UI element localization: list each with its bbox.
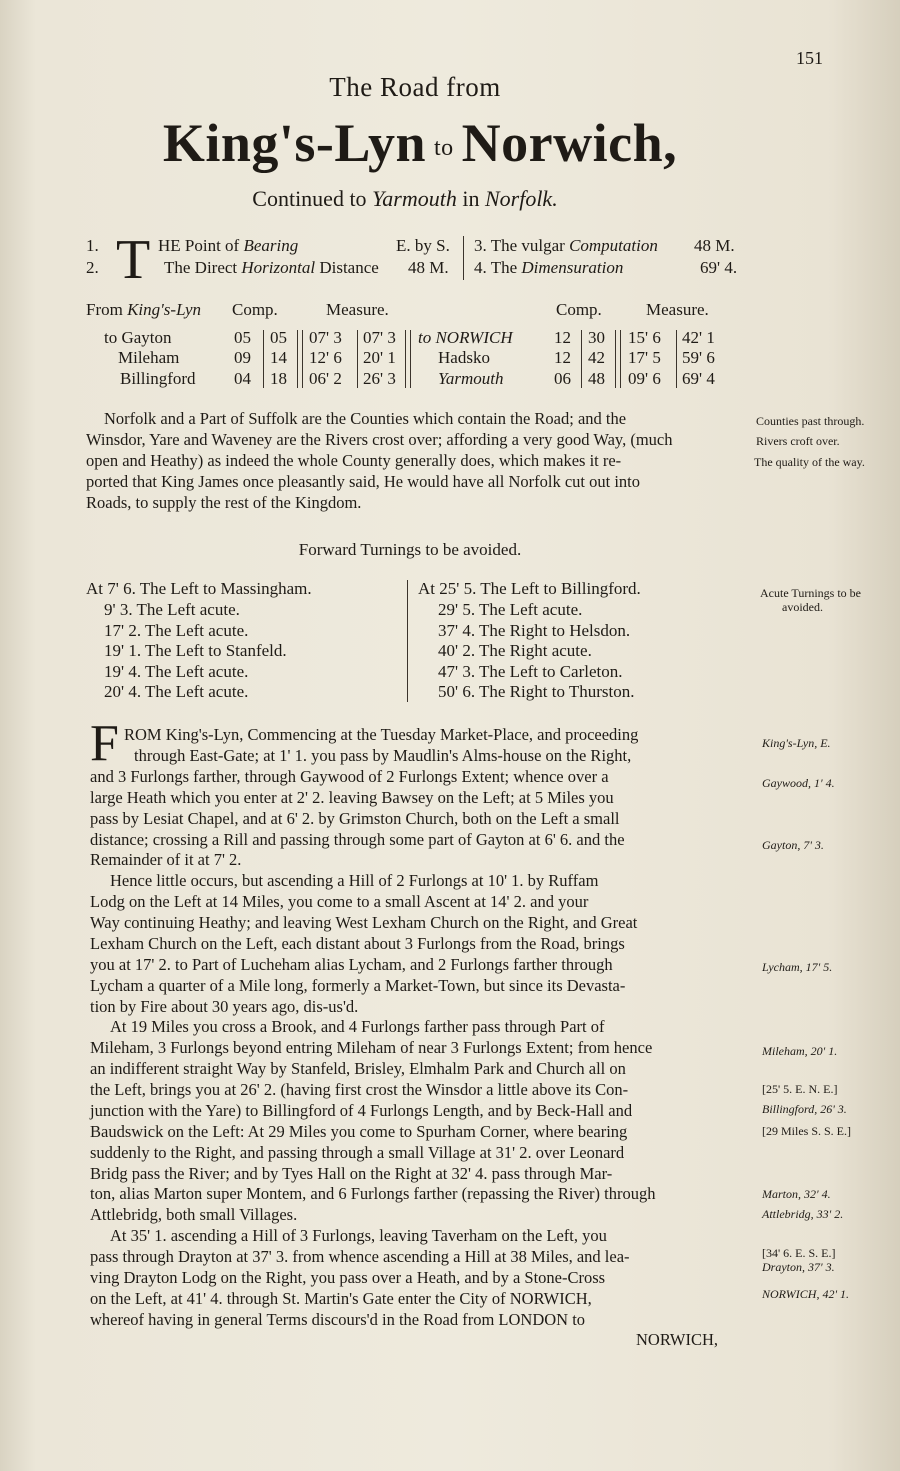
table-cell: 59' 6: [682, 348, 715, 367]
body-line: large Heath which you enter at 2' 2. leaving Bawsey on the Left; at 5 Miles you: [90, 788, 614, 807]
body-line: ROM King's-Lyn, Commencing at the Tuesday Market-Place, and proceeding: [124, 725, 639, 744]
table-cell: 69' 4: [682, 369, 715, 388]
body-line: Way continuing Heathy; and leaving West Lexham Church on the Right, and Great: [90, 913, 638, 932]
body-line: tion by Fire about 30 years ago, dis-us'd.: [90, 997, 359, 1016]
margin-note: Lycham, 17' 5.: [762, 960, 833, 974]
body-line: Lodg on the Left at 14 Miles, you come to a small Ascent at 14' 2. and your: [90, 892, 589, 911]
bearing-dimensuration: 4. The Dimensuration: [474, 258, 624, 277]
heading-continued: Continued to: [252, 186, 367, 211]
table-divider: [581, 330, 582, 388]
table-cell: 18: [270, 369, 287, 388]
margin-note: [34' 6. E. S. E.]: [762, 1246, 836, 1260]
body-line: Attlebridg, both small Villages.: [90, 1205, 298, 1224]
drop-cap-f: F: [90, 715, 119, 772]
turning-item: 37' 4. The Right to Helsdon.: [438, 621, 631, 640]
table-comp-header-right: Comp.: [556, 300, 602, 319]
heading-in: in: [462, 186, 480, 211]
heading-line-1: The Road from: [329, 72, 501, 102]
body-line: pass by Lesiat Chapel, and at 6' 2. by Grimston Church, both on the Left a small: [90, 809, 620, 828]
margin-note: NORWICH, 42' 1.: [762, 1287, 850, 1301]
heading-norfolk: Norfolk.: [484, 186, 558, 211]
table-measure-header-left: Measure.: [326, 300, 389, 319]
body-line: through East-Gate; at 1' 1. you pass by Maudlin's Alms-house on the Right,: [134, 746, 632, 765]
table-cell: 17' 5: [628, 348, 661, 367]
heading-to: to: [433, 135, 454, 162]
body-line: Lexham Church on the Left, each distant about 3 Furlongs from the Road, brings: [90, 934, 625, 953]
turnings-divider: [407, 580, 408, 702]
table-row-place: to Gayton: [104, 328, 172, 347]
turning-item: 50' 6. The Right to Thurston.: [438, 682, 635, 701]
bearing-point-value: E. by S.: [396, 236, 450, 255]
body-line: At 35' 1. ascending a Hill of 3 Furlongs, leaving Taverham on the Left, you: [110, 1226, 607, 1245]
heading-from: King's-Lyn: [162, 113, 426, 173]
body-line: Bridg pass the River; and by Tyes Hall on the Right at 32' 4. pass through Mar-: [90, 1164, 613, 1183]
margin-note: Gaywood, 1' 4.: [762, 776, 835, 790]
intro-line: open and Heathy) as indeed the whole County generally does, which makes it re-: [86, 451, 622, 470]
intro-line: Norfolk and a Part of Suffolk are the Counties which contain the Road; and the: [104, 409, 627, 428]
intro-line: Roads, to supply the rest of the Kingdom.: [86, 493, 362, 512]
turning-item: 17' 2. The Left acute.: [104, 621, 249, 640]
table-cell: 07' 3: [309, 328, 342, 347]
table-cell: 06' 2: [309, 369, 342, 388]
body-line: an indifferent straight Way by Stanfeld, Brisley, Elmhalm Park and Church all on: [90, 1059, 626, 1078]
turning-item: 9' 3. The Left acute.: [104, 600, 240, 619]
margin-note: The quality of the way.: [754, 455, 865, 469]
body-line: Hence little occurs, but ascending a Hill of 2 Furlongs at 10' 1. by Ruffam: [110, 871, 599, 890]
body-line: the Left, brings you at 26' 2. (having first crost the Winsdor a little above its Con-: [90, 1080, 629, 1099]
body-line: pass through Drayton at 37' 3. from whence ascending a Hill at 38 Miles, and lea-: [90, 1247, 630, 1266]
body-line: suddenly to the Right, and passing through a small Village at 31' 2. over Leonard: [90, 1143, 625, 1162]
body-line: Lycham a quarter of a Mile long, formerly a Market-Town, but since its Devasta-: [90, 976, 626, 995]
body-line: NORWICH,: [636, 1330, 719, 1349]
table-divider: [676, 330, 677, 388]
table-cell: 09: [234, 348, 251, 367]
table-cell: 06: [554, 369, 571, 388]
page-number: 151: [796, 48, 823, 68]
table-cell: 12: [554, 348, 571, 367]
body-line: Mileham, 3 Furlongs beyond entring Mileham of near 3 Furlongs Extent; from hence: [90, 1038, 653, 1057]
bearing-distance-value: 48 M.: [408, 258, 449, 277]
table-cell: 14: [270, 348, 287, 367]
turning-item: 20' 4. The Left acute.: [104, 682, 249, 701]
bearing-computation: 3. The vulgar Computation: [474, 236, 658, 255]
margin-note: King's-Lyn, E.: [762, 736, 831, 750]
heading-dest: Norwich,: [461, 113, 678, 173]
margin-note: Mileham, 20' 1.: [762, 1044, 838, 1058]
margin-note: Rivers croft over.: [756, 434, 840, 448]
heading-yarmouth: Yarmouth: [372, 186, 457, 211]
margin-note: Attlebridg, 33' 2.: [762, 1207, 844, 1221]
turning-item: 40' 2. The Right acute.: [438, 641, 592, 660]
table-row-place: Hadsko: [438, 348, 490, 367]
table-cell: 12' 6: [309, 348, 342, 367]
table-cell: 05: [270, 328, 287, 347]
table-divider: [615, 330, 621, 388]
table-cell: 30: [588, 328, 605, 347]
margin-note: Acute Turnings to be: [760, 586, 862, 600]
turnings-title: Forward Turnings to be avoided.: [298, 540, 522, 559]
bearing-distance: The Direct Horizontal Distance: [164, 258, 379, 277]
table-measure-header-right: Measure.: [646, 300, 709, 319]
heading-subtitle: [0, 186, 810, 212]
table-cell: 07' 3: [363, 328, 396, 347]
table-cell: 42' 1: [682, 328, 715, 347]
turning-item: At 7' 6. The Left to Massingham.: [86, 579, 312, 598]
table-cell: 05: [234, 328, 251, 347]
turning-item: 29' 5. The Left acute.: [438, 600, 583, 619]
margin-note: avoided.: [782, 600, 823, 614]
margin-note: Counties past through.: [756, 414, 865, 428]
margin-note: [29 Miles S. S. E.]: [762, 1124, 852, 1138]
bearing-dimensuration-value: 69' 4.: [700, 258, 738, 277]
body-line: on the Left, at 41' 4. through St. Martin's Gate enter the City of NORWICH,: [90, 1289, 592, 1308]
body-line: At 19 Miles you cross a Brook, and 4 Furlongs farther pass through Part of: [110, 1017, 605, 1036]
table-row-place: Mileham: [118, 348, 180, 367]
turning-item: 47' 3. The Left to Carleton.: [438, 662, 623, 681]
margin-note: Gayton, 7' 3.: [762, 838, 824, 852]
table-cell: 42: [588, 348, 605, 367]
bearing-n1: 1.: [86, 236, 99, 255]
intro-line: Winsdor, Yare and Waveney are the Rivers crost over; affording a very good Way, (much: [86, 430, 673, 449]
table-row-place: to NORWICH: [418, 328, 513, 347]
table-cell: 26' 3: [363, 369, 396, 388]
body-line: distance; crossing a Rill and passing through some part of Gayton at 6' 6. and the: [90, 830, 625, 849]
bearing-point: HE Point of Bearing: [158, 236, 299, 255]
table-cell: 12: [554, 328, 571, 347]
table-cell: 15' 6: [628, 328, 661, 347]
table-cell: 04: [234, 369, 251, 388]
body-line: junction with the Yare) to Billingford of 4 Furlongs Length, and by Beck-Hall and: [90, 1101, 633, 1120]
table-row-place: Billingford: [120, 369, 196, 388]
table-divider: [357, 330, 358, 388]
margin-note: [25' 5. E. N. E.]: [762, 1082, 838, 1096]
intro-line: ported that King James once pleasantly said, He would have all Norfolk cut out into: [86, 472, 640, 491]
table-comp-header-left: Comp.: [232, 300, 278, 319]
table-row-place: Yarmouth: [438, 369, 504, 388]
bearing-computation-value: 48 M.: [694, 236, 735, 255]
body-line: Remainder of it at 7' 2.: [90, 850, 242, 869]
turning-item: 19' 4. The Left acute.: [104, 662, 249, 681]
body-line: ving Drayton Lodg on the Right, you pass over a Heath, and by a Stone-Cross: [90, 1268, 606, 1287]
body-line: ton, alias Marton super Montem, and 6 Furlongs farther (repassing the River) through: [90, 1184, 656, 1203]
bearing-divider: [463, 236, 464, 280]
turning-item: 19' 1. The Left to Stanfeld.: [104, 641, 287, 660]
table-cell: 20' 1: [363, 348, 396, 367]
margin-note: Drayton, 37' 3.: [762, 1260, 835, 1274]
body-line: you at 17' 2. to Part of Lucheham alias Lycham, and 2 Furlongs farther through: [90, 955, 613, 974]
table-divider: [405, 330, 411, 388]
table-cell: 48: [588, 369, 605, 388]
drop-cap-t: T: [116, 229, 151, 291]
body-line: Baudswick on the Left: At 29 Miles you come to Spurham Corner, where bearing: [90, 1122, 628, 1141]
margin-note: Billingford, 26' 3.: [762, 1102, 847, 1116]
body-line: whereof having in general Terms discours'd in the Road from LONDON to: [90, 1310, 586, 1329]
table-from-label: From King's-Lyn: [86, 300, 202, 319]
table-divider: [297, 330, 303, 388]
turning-item: At 25' 5. The Left to Billingford.: [418, 579, 641, 598]
body-line: and 3 Furlongs farther, through Gaywood of 2 Furlongs Extent; whence over a: [90, 767, 609, 786]
margin-note: Marton, 32' 4.: [762, 1187, 831, 1201]
table-divider: [263, 330, 264, 388]
table-cell: 09' 6: [628, 369, 661, 388]
heading-title: [0, 112, 840, 174]
bearing-n2: 2.: [86, 258, 99, 277]
